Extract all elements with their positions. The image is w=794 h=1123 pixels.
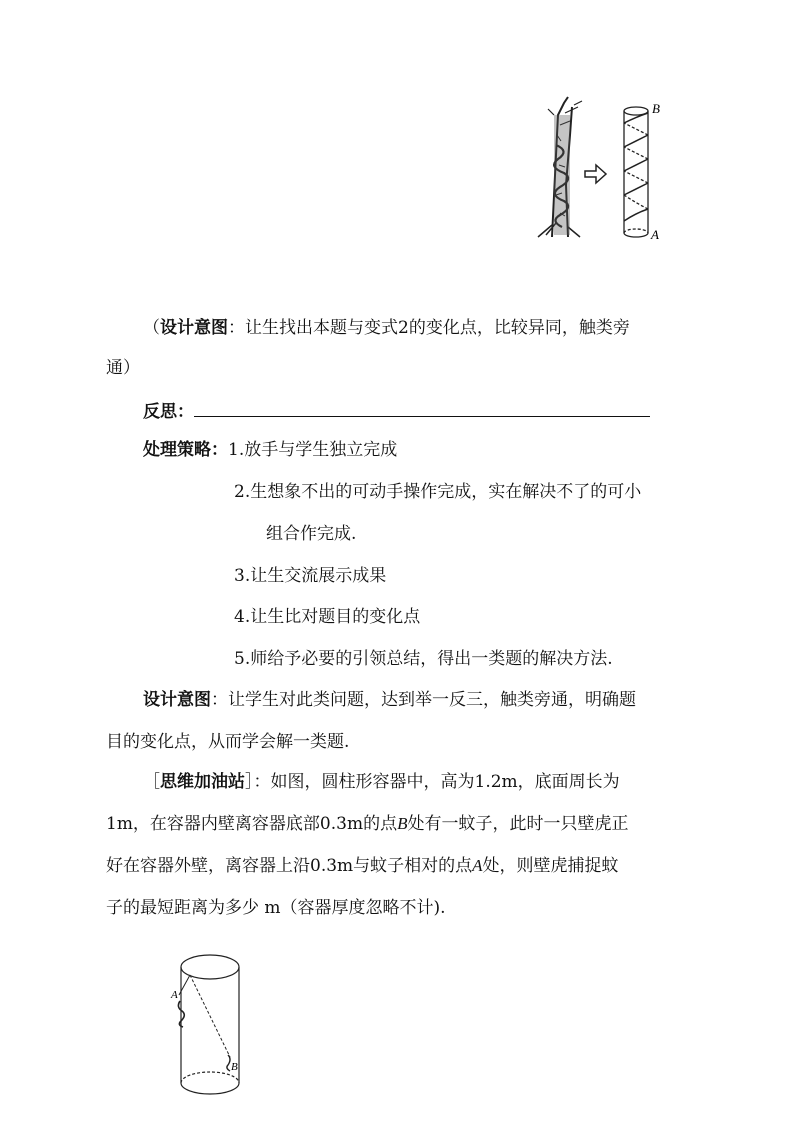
point-b-var: B: [397, 814, 408, 833]
design-intent-2-text: ：让学生对此类问题，达到举一反三，触类旁通，明确题: [211, 690, 636, 710]
design-intent-1-line1: [143, 316, 630, 340]
problem-text-3b: 处，则壁虎捕捉蚊: [482, 856, 619, 876]
strategy-item-1: 1.放手与学生独立完成: [228, 440, 398, 460]
reflection-label: 反思：: [143, 402, 194, 422]
reflection-line: [143, 398, 650, 424]
design-intent-2-label: 设计意图: [143, 690, 211, 710]
paren-open: （: [143, 318, 160, 338]
figure2-label-b: B: [231, 1061, 238, 1073]
mosquito-icon: [227, 1055, 230, 1071]
bracket-open: ［: [143, 772, 160, 792]
problem-line1: [143, 770, 620, 794]
design-intent-label: 设计意图: [160, 318, 228, 338]
problem-text-2a: 1m，在容器内壁离容器底部0.3m的点: [106, 814, 398, 834]
problem-line3: [106, 854, 619, 878]
design-intent-text: ：让生找出本题与变式2的变化点，比较异同，触类旁: [228, 318, 630, 338]
tree-trunk: [538, 97, 582, 237]
problem-line2: [106, 812, 628, 836]
strategy-item-3: 3.让生交流展示成果: [234, 566, 387, 586]
reflection-blank: [194, 398, 650, 417]
design-intent-1-line2: 通）: [106, 358, 140, 378]
design-intent-2-line2: 目的变化点，从而学会解一类题.: [106, 732, 350, 752]
problem-line4: 子的最短距离为多少 m（容器厚度忽略不计).: [106, 898, 446, 918]
point-a-var: A: [472, 856, 483, 875]
figure1-label-a: A: [651, 227, 659, 242]
strategy-item-5: 5.师给予必要的引领总结，得出一类题的解决方法.: [234, 649, 613, 669]
cylinder-bottom: [181, 1083, 239, 1094]
strategy-label: 处理策略：: [143, 440, 228, 460]
figure-cylinder-gecko: [168, 945, 258, 1105]
problem-text-3a: 好在容器外壁，离容器上沿0.3m与蚊子相对的点: [106, 856, 473, 876]
arrow-right-icon: [585, 165, 606, 183]
strategy-item-2: 2.生想象不出的可动手操作完成，实在解决不了的可小: [234, 482, 642, 502]
problem-label: 思维加油站: [160, 772, 245, 792]
helix-cylinder: [624, 107, 648, 237]
figure-tree-cylinder: [530, 95, 670, 245]
figure2-label-a: A: [171, 989, 178, 1001]
bracket-close: ］: [245, 772, 254, 792]
figure1-label-b: B: [652, 101, 660, 116]
problem-text-2b: 处有一蚊子，此时一只壁虎正: [407, 814, 629, 834]
strategy-line1: [143, 438, 397, 462]
design-intent-2-line1: [143, 688, 636, 712]
problem-text-1: ：如图，圆柱形容器中，高为1.2m，底面周长为: [253, 772, 620, 792]
strategy-item-4: 4.让生比对题目的变化点: [234, 607, 421, 627]
strategy-item-2-cont: 组合作完成.: [266, 524, 357, 544]
